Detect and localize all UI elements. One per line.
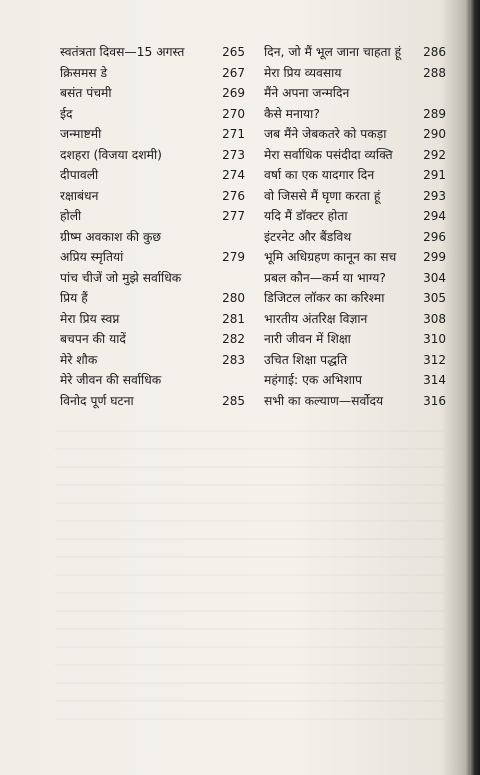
toc-entry xyxy=(264,370,446,391)
toc-entry-page: 286 xyxy=(423,45,446,59)
toc-entry xyxy=(60,186,245,207)
toc-entry-title: दीपावली xyxy=(60,168,99,182)
toc-entry-title: मेरे जीवन की सर्वाधिक विनोद पूर्ण घटना xyxy=(60,373,162,408)
toc-entry-page: 273 xyxy=(222,147,245,162)
toc-entry-page: 291 xyxy=(423,168,446,182)
toc-entry xyxy=(60,42,245,63)
toc-entry-title: होली xyxy=(60,209,82,223)
toc-entry-page: 279 xyxy=(222,250,245,264)
toc-entry xyxy=(60,329,245,350)
toc-entry-page: 277 xyxy=(222,209,245,223)
toc-entry-page: 280 xyxy=(222,291,245,305)
toc-left-column xyxy=(60,42,245,411)
toc-entry-title: बचपन की यादें xyxy=(60,332,126,346)
toc-entry-title: सभी का कल्याण—सर्वोदय xyxy=(264,393,384,408)
toc-entry-title: भूमि अधिग्रहण कानून का सच xyxy=(264,250,397,264)
show-through-text xyxy=(55,420,445,720)
toc-entry-page: 281 xyxy=(222,311,245,326)
toc-entry xyxy=(264,124,446,145)
toc-entry xyxy=(60,268,245,309)
toc-entry xyxy=(60,309,245,330)
toc-entry-page: 289 xyxy=(423,106,446,121)
toc-entry-title: प्रबल कौन—कर्म या भाग्य? xyxy=(264,270,386,285)
toc-entry-page: 308 xyxy=(423,311,446,326)
toc-entry xyxy=(264,63,446,84)
toc-entry-page: 312 xyxy=(423,352,446,367)
toc-entry-title: जन्माष्टमी xyxy=(60,127,102,141)
toc-entry xyxy=(60,83,245,104)
book-spine-edge xyxy=(470,0,480,775)
toc-entry-page: 290 xyxy=(423,127,446,141)
toc-entry xyxy=(264,309,446,330)
toc-entry-page: 314 xyxy=(423,373,446,387)
toc-entry-page: 304 xyxy=(423,270,446,285)
toc-entry-title: बसंत पंचमी xyxy=(60,86,112,100)
toc-entry-title: ईद xyxy=(60,106,73,121)
toc-entry-title: डिजिटल लॉकर का करिश्मा xyxy=(264,291,385,305)
toc-entry-title: मेरे शौक xyxy=(60,352,98,367)
toc-entry-page: 270 xyxy=(222,106,245,121)
toc-entry xyxy=(264,391,446,412)
toc-entry xyxy=(60,104,245,125)
toc-entry xyxy=(60,63,245,84)
toc-entry-title: उचित शिक्षा पद्धति xyxy=(264,352,348,367)
toc-entry-page: 316 xyxy=(423,393,446,408)
toc-entry xyxy=(264,165,446,186)
toc-entry-title: वो जिससे मैं घृणा करता हूं xyxy=(264,188,381,203)
toc-entry-page: 293 xyxy=(423,188,446,203)
toc-entry-title: ग्रीष्म अवकाश की कुछ अप्रिय स्मृतियां xyxy=(60,229,162,264)
toc-entry-title: स्वतंत्रता दिवस—15 अगस्त xyxy=(60,45,185,59)
toc-entry-page: 288 xyxy=(423,65,446,80)
toc-entry-title: क्रिसमस डे xyxy=(60,65,108,80)
toc-entry xyxy=(60,206,245,227)
toc-entry xyxy=(264,83,446,124)
toc-entry-page: 267 xyxy=(222,65,245,80)
toc-entry-title: इंटरनेट और बैंडविथ xyxy=(264,229,352,244)
toc-entry-page: 276 xyxy=(222,188,245,203)
toc-entry xyxy=(264,227,446,248)
toc-entry-page: 265 xyxy=(222,45,245,59)
toc-entry-title: वर्षा का एक यादगार दिन xyxy=(264,168,375,182)
toc-entry xyxy=(264,329,446,350)
toc-entry-page: 283 xyxy=(222,352,245,367)
toc-entry-title: मेरा प्रिय स्वप्न xyxy=(60,311,120,326)
toc-entry xyxy=(264,145,446,166)
toc-entry-title: मेरा सर्वाधिक पसंदीदा व्यक्ति xyxy=(264,147,393,162)
toc-entry-page: 269 xyxy=(222,86,245,100)
toc-entry xyxy=(60,370,245,411)
toc-entry-title: दशहरा (विजया दशमी) xyxy=(60,147,162,162)
toc-entry-page: 271 xyxy=(222,127,245,141)
toc-entry xyxy=(60,145,245,166)
toc-entry-title: महंगाई: एक अभिशाप xyxy=(264,373,362,387)
toc-right-column xyxy=(264,42,446,411)
toc-entry-title: मैंने अपना जन्मदिन कैसे मनाया? xyxy=(264,86,350,121)
toc-entry xyxy=(60,227,245,268)
toc-entry xyxy=(264,206,446,227)
toc-entry-page: 274 xyxy=(222,168,245,182)
toc-entry-page: 285 xyxy=(222,393,245,408)
toc-entry xyxy=(264,247,446,268)
toc-entry xyxy=(60,350,245,371)
toc-entry xyxy=(264,268,446,289)
toc-entry xyxy=(60,165,245,186)
toc-entry-page: 282 xyxy=(222,332,245,346)
toc-entry xyxy=(60,124,245,145)
toc-entry-page: 292 xyxy=(423,147,446,162)
toc-entry-title: दिन, जो मैं भूल जाना चाहता हूं xyxy=(264,45,402,59)
toc-entry-page: 294 xyxy=(423,209,446,223)
toc-entry xyxy=(264,186,446,207)
toc-entry-page: 305 xyxy=(423,291,446,305)
toc-entry-title: नारी जीवन में शिक्षा xyxy=(264,332,351,346)
toc-entry xyxy=(264,42,446,63)
toc-entry-page: 310 xyxy=(423,332,446,346)
toc-entry xyxy=(264,288,446,309)
toc-entry-title: मेरा प्रिय व्यवसाय xyxy=(264,65,342,80)
toc-entry-page: 296 xyxy=(423,229,446,244)
toc-entry-title: पांच चीजें जो मुझे सर्वाधिक प्रिय हैं xyxy=(60,270,182,305)
toc-entry xyxy=(264,350,446,371)
toc-entry-title: भारतीय अंतरिक्ष विज्ञान xyxy=(264,311,368,326)
toc-entry-title: जब मैंने जेबकतरे को पकड़ा xyxy=(264,127,387,141)
toc-entry-title: रक्षाबंधन xyxy=(60,188,99,203)
toc-entry-title: यदि मैं डॉक्टर होता xyxy=(264,209,348,223)
toc-entry-page: 299 xyxy=(423,250,446,264)
